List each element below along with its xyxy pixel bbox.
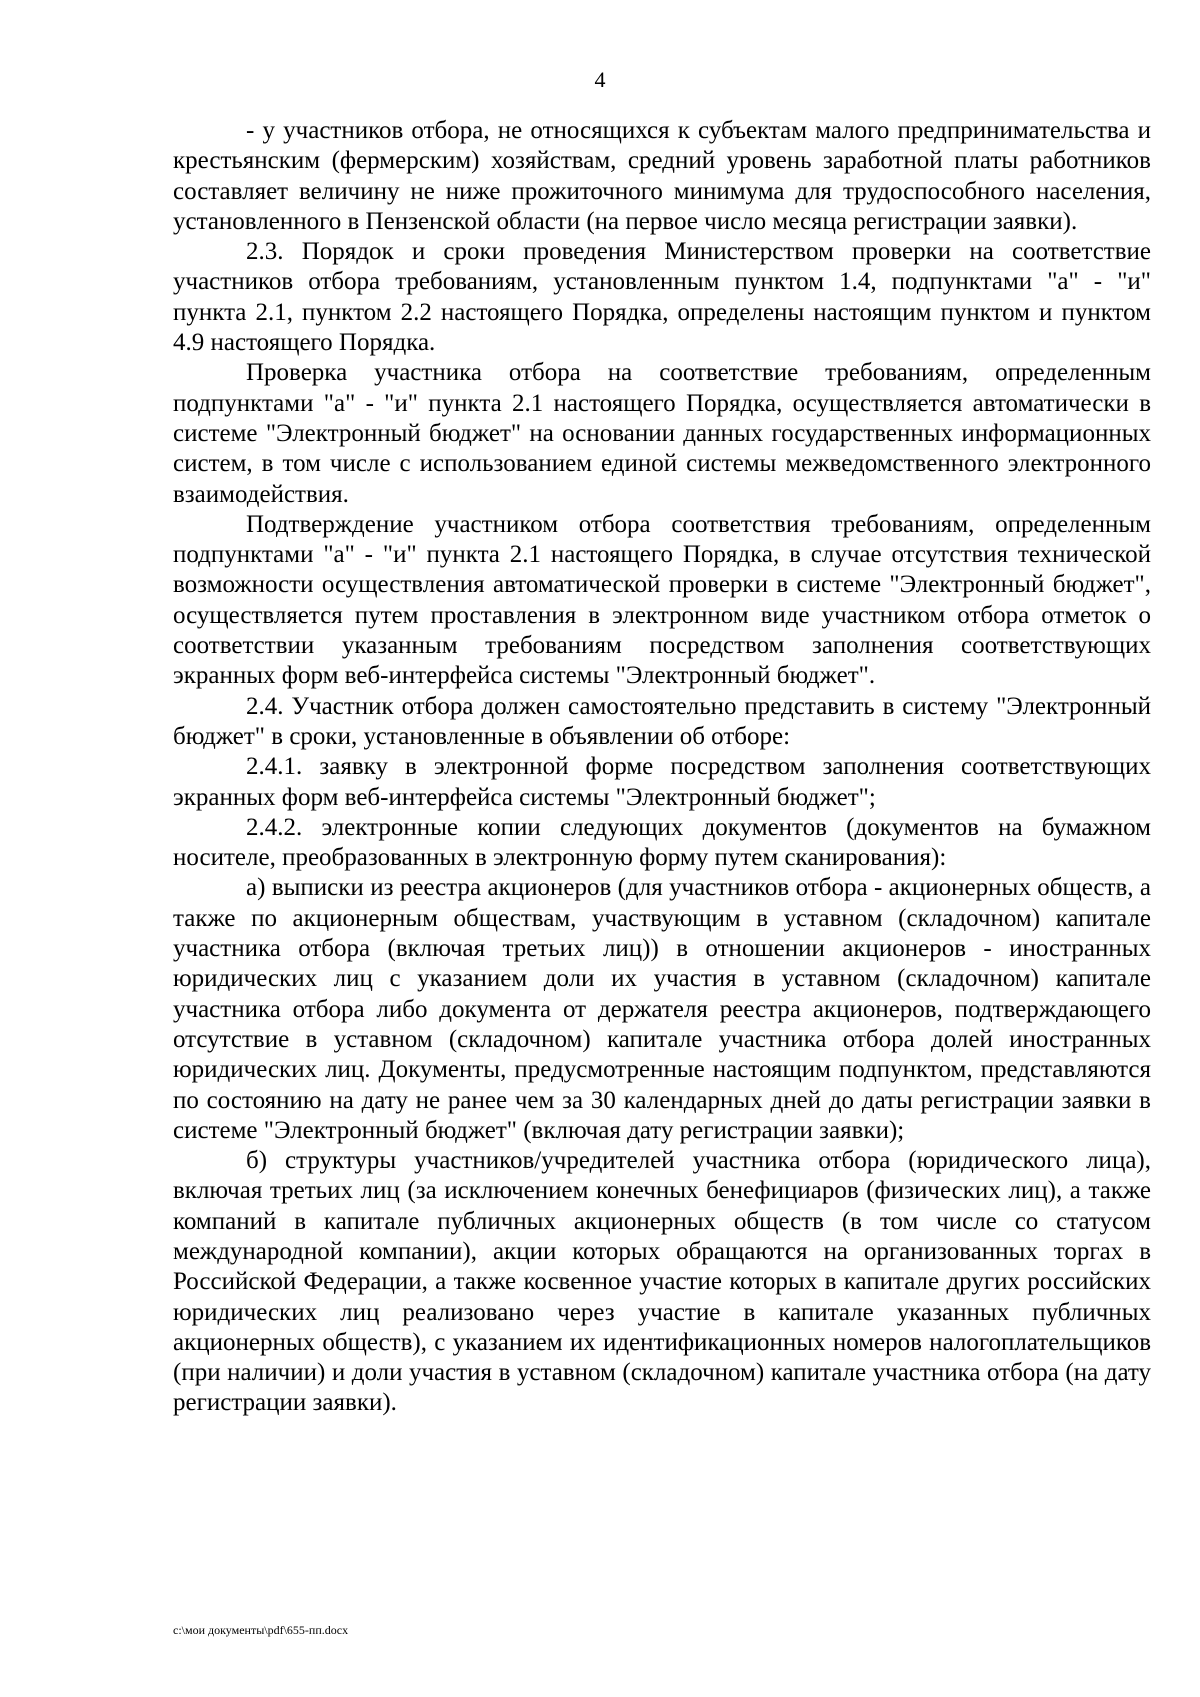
paragraph-item-b: б) структуры участников/учредителей участника отбора (юридического лица), включая третьих лиц (за исключением конечных бенефициаров (физических лиц), а также компаний в капитале публичных акционерных обществ (в том числе со статусом международной компании), акции которых обращаются на организованных торгах в Российской Федерации, а также косвенное участие которых в капитале других российских юридических лиц реализовано через участие в капитале указанных публичных акционерных обществ), с указанием их идентификационных номеров налогоплательщиков (при наличии) и доли участия в уставном (складочном) капитале участника отбора (на дату регистрации заявки). — [173, 1147, 1151, 1417]
paragraph-2-4: 2.4. Участник отбора должен самостоятельно представить в систему "Электронный бюджет" в сроки, установленные в объявлении об отборе: — [173, 692, 1151, 750]
footer-file-path: c:\мои документы\pdf\655-пп.docx — [173, 1623, 349, 1637]
paragraph-2-4-2: 2.4.2. электронные копии следующих документов (документов на бумажном носителе, преобразованных в электронную форму путем сканирования): — [173, 813, 1151, 872]
paragraph-automatic-check: Проверка участника отбора на соответствие требованиям, определенным подпунктами "а" - "и" пункта 2.1 настоящего Порядка, осуществляется автоматически в системе "Электронный бюджет" на основании данных государственных информационных систем, в том числе с использованием единой системы межведомственного электронного взаимодействия. — [173, 359, 1151, 508]
paragraph-2-3: 2.3. Порядок и сроки проведения Министерством проверки на соответствие участников отбора требованиям, установленным пунктом 1.4, подпунктами "а" - "и" пункта 2.1, пунктом 2.2 настоящего Порядка, определены настоящим пунктом и пунктом 4.9 настоящего Порядка. — [173, 238, 1151, 357]
paragraph-item-a: а) выписки из реестра акционеров (для участников отбора - акционерных обществ, а также по акционерным обществам, участвующим в уставном (складочном) капитале участника отбора (включая третьих лиц)) в отношении акционеров - иностранных юридических лиц с указанием доли их участия в уставном (складочном) капитале участника отбора либо документа от держателя реестра акционеров, подтверждающего отсутствие в уставном (складочном) капитале участника отбора долей иностранных юридических лиц. Документы, предусмотренные настоящим подпунктом, представляются по состоянию на дату не ранее чем за 30 календарных дней до даты регистрации заявки в системе "Электронный бюджет" (включая дату регистрации заявки); — [173, 874, 1151, 1144]
paragraph-manual-confirmation: Подтверждение участником отбора соответствия требованиям, определенным подпунктами "а" - "и" пункта 2.1 настоящего Порядка, в случае отсутствия технической возможности осуществления автоматической проверки в системе "Электронный бюджет", осуществляется путем проставления в электронном виде участником отбора отметок о соответствии указанным требованиям посредством заполнения соответствующих экранных форм веб-интерфейса системы "Электронный бюджет". — [173, 510, 1151, 690]
paragraph-salary-requirement: - у участников отбора, не относящихся к субъектам малого предпринимательства и крестьянским (фермерским) хозяйствам, средний уровень заработной платы работников составляет величину не ниже прожиточного минимума для трудоспособного населения, установленного в Пензенской области (на первое число месяца регистрации заявки). — [173, 117, 1151, 235]
page-number: 4 — [594, 67, 606, 92]
document-body — [173, 116, 1151, 1419]
paragraph-2-4-1: 2.4.1. заявку в электронной форме посредством заполнения соответствующих экранных форм веб-интерфейса системы "Электронный бюджет"; — [173, 753, 1151, 811]
